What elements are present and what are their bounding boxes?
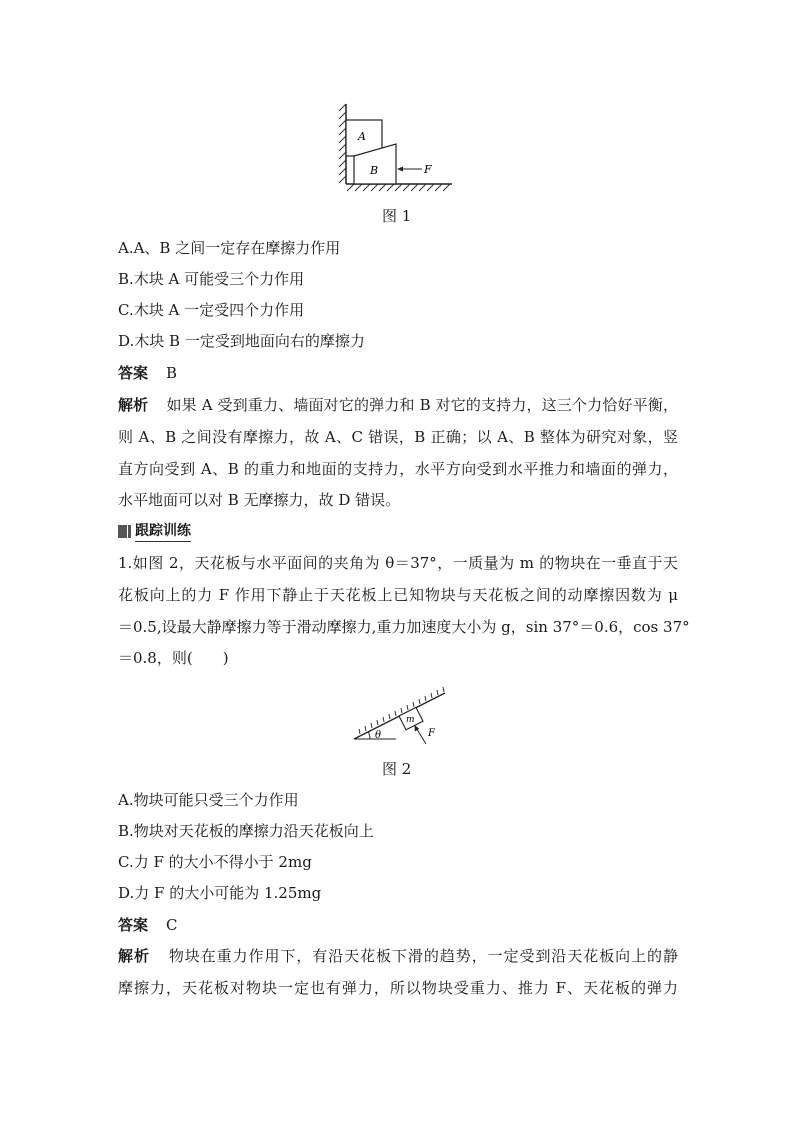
q1-option-c: C.力 F 的大小不得小于 2mg (118, 853, 312, 871)
section-header (118, 521, 191, 541)
analysis-label: 解析 (118, 396, 149, 414)
figure-1-diagram (336, 100, 456, 192)
label-theta: θ (375, 730, 382, 741)
analysis-line-4: 水平地面可以对 B 无摩擦力，故 D 错误。 (118, 491, 401, 509)
section-title: 跟踪训练 (135, 521, 191, 542)
section-marker-icon-2 (128, 525, 131, 538)
q1-answer-value: C (166, 916, 178, 934)
label-m: m (406, 715, 415, 725)
figure-1-caption: 图 1 (382, 207, 412, 225)
analysis-line-3: 直方向受到 A、B 的重力和地面的支持力，水平方向受到水平推力和墙面的弹力， (118, 460, 678, 478)
option-d: D.木块 B 一定受到地面向右的摩擦力 (118, 332, 365, 350)
force-f-arrowhead (397, 167, 403, 172)
wall-hatching (339, 104, 346, 183)
analysis-line-1: 解析 如果 A 受到重力、墙面对它的弹力和 B 对它的支持力，这三个力恰好平衡， (118, 396, 678, 414)
q1-option-a: A.物块可能只受三个力作用 (118, 791, 299, 809)
answer-value: B (166, 364, 178, 382)
q1-answer (118, 915, 178, 935)
q1-analysis-line-1: 解析 物块在重力作用下，有沿天花板下滑的趋势，一定受到沿天花板向上的静 (118, 947, 678, 965)
option-b: B.木块 A 可能受三个力作用 (118, 270, 305, 288)
answer (118, 363, 177, 383)
q1-stem-line-1: 1.如图 2，天花板与水平面间的夹角为 θ＝37°，一质量为 m 的物块在一垂直于天 (118, 554, 678, 572)
q1-analysis-label: 解析 (118, 947, 150, 965)
label-f: F (428, 728, 435, 739)
q1-answer-label: 答案 (118, 916, 149, 934)
label-b: B (370, 164, 379, 177)
q1-stem-line-2: 花板向上的力 F 作用下静止于天花板上已知物块与天花板之间的动摩擦因数为 μ (118, 586, 678, 604)
q1-stem-line-3: ＝0.5,设最大静摩擦力等于滑动摩擦力,重力加速度大小为 g，sin 37°＝0.6，cos 37° (118, 618, 690, 636)
label-f: F (424, 163, 432, 176)
figure-2-caption: 图 2 (382, 760, 412, 778)
ceiling-hatching (359, 687, 444, 734)
answer-label: 答案 (118, 364, 149, 382)
analysis-line-2: 则 A、B 之间没有摩擦力，故 A、C 错误，B 正确；以 A、B 整体为研究对象，竖 (118, 428, 678, 446)
q1-option-b: B.物块对天花板的摩擦力沿天花板向上 (118, 822, 374, 840)
label-a: A (358, 130, 366, 143)
force-f-arrowhead (415, 725, 420, 732)
option-a: A.A、B 之间一定存在摩擦力作用 (118, 239, 341, 257)
q1-option-d: D.力 F 的大小可能为 1.25mg (118, 884, 322, 902)
q1-analysis-line-2: 摩擦力，天花板对物块一定也有弹力，所以物块受重力、推力 F、天花板的弹力 (118, 979, 678, 997)
theta-arc (368, 732, 370, 739)
q1-stem-line-4: ＝0.8，则( ) (118, 649, 229, 667)
section-marker-icon (118, 525, 127, 538)
option-c: C.木块 A 一定受四个力作用 (118, 301, 305, 319)
figure-2-diagram (348, 666, 448, 750)
ground-hatching (347, 184, 450, 191)
